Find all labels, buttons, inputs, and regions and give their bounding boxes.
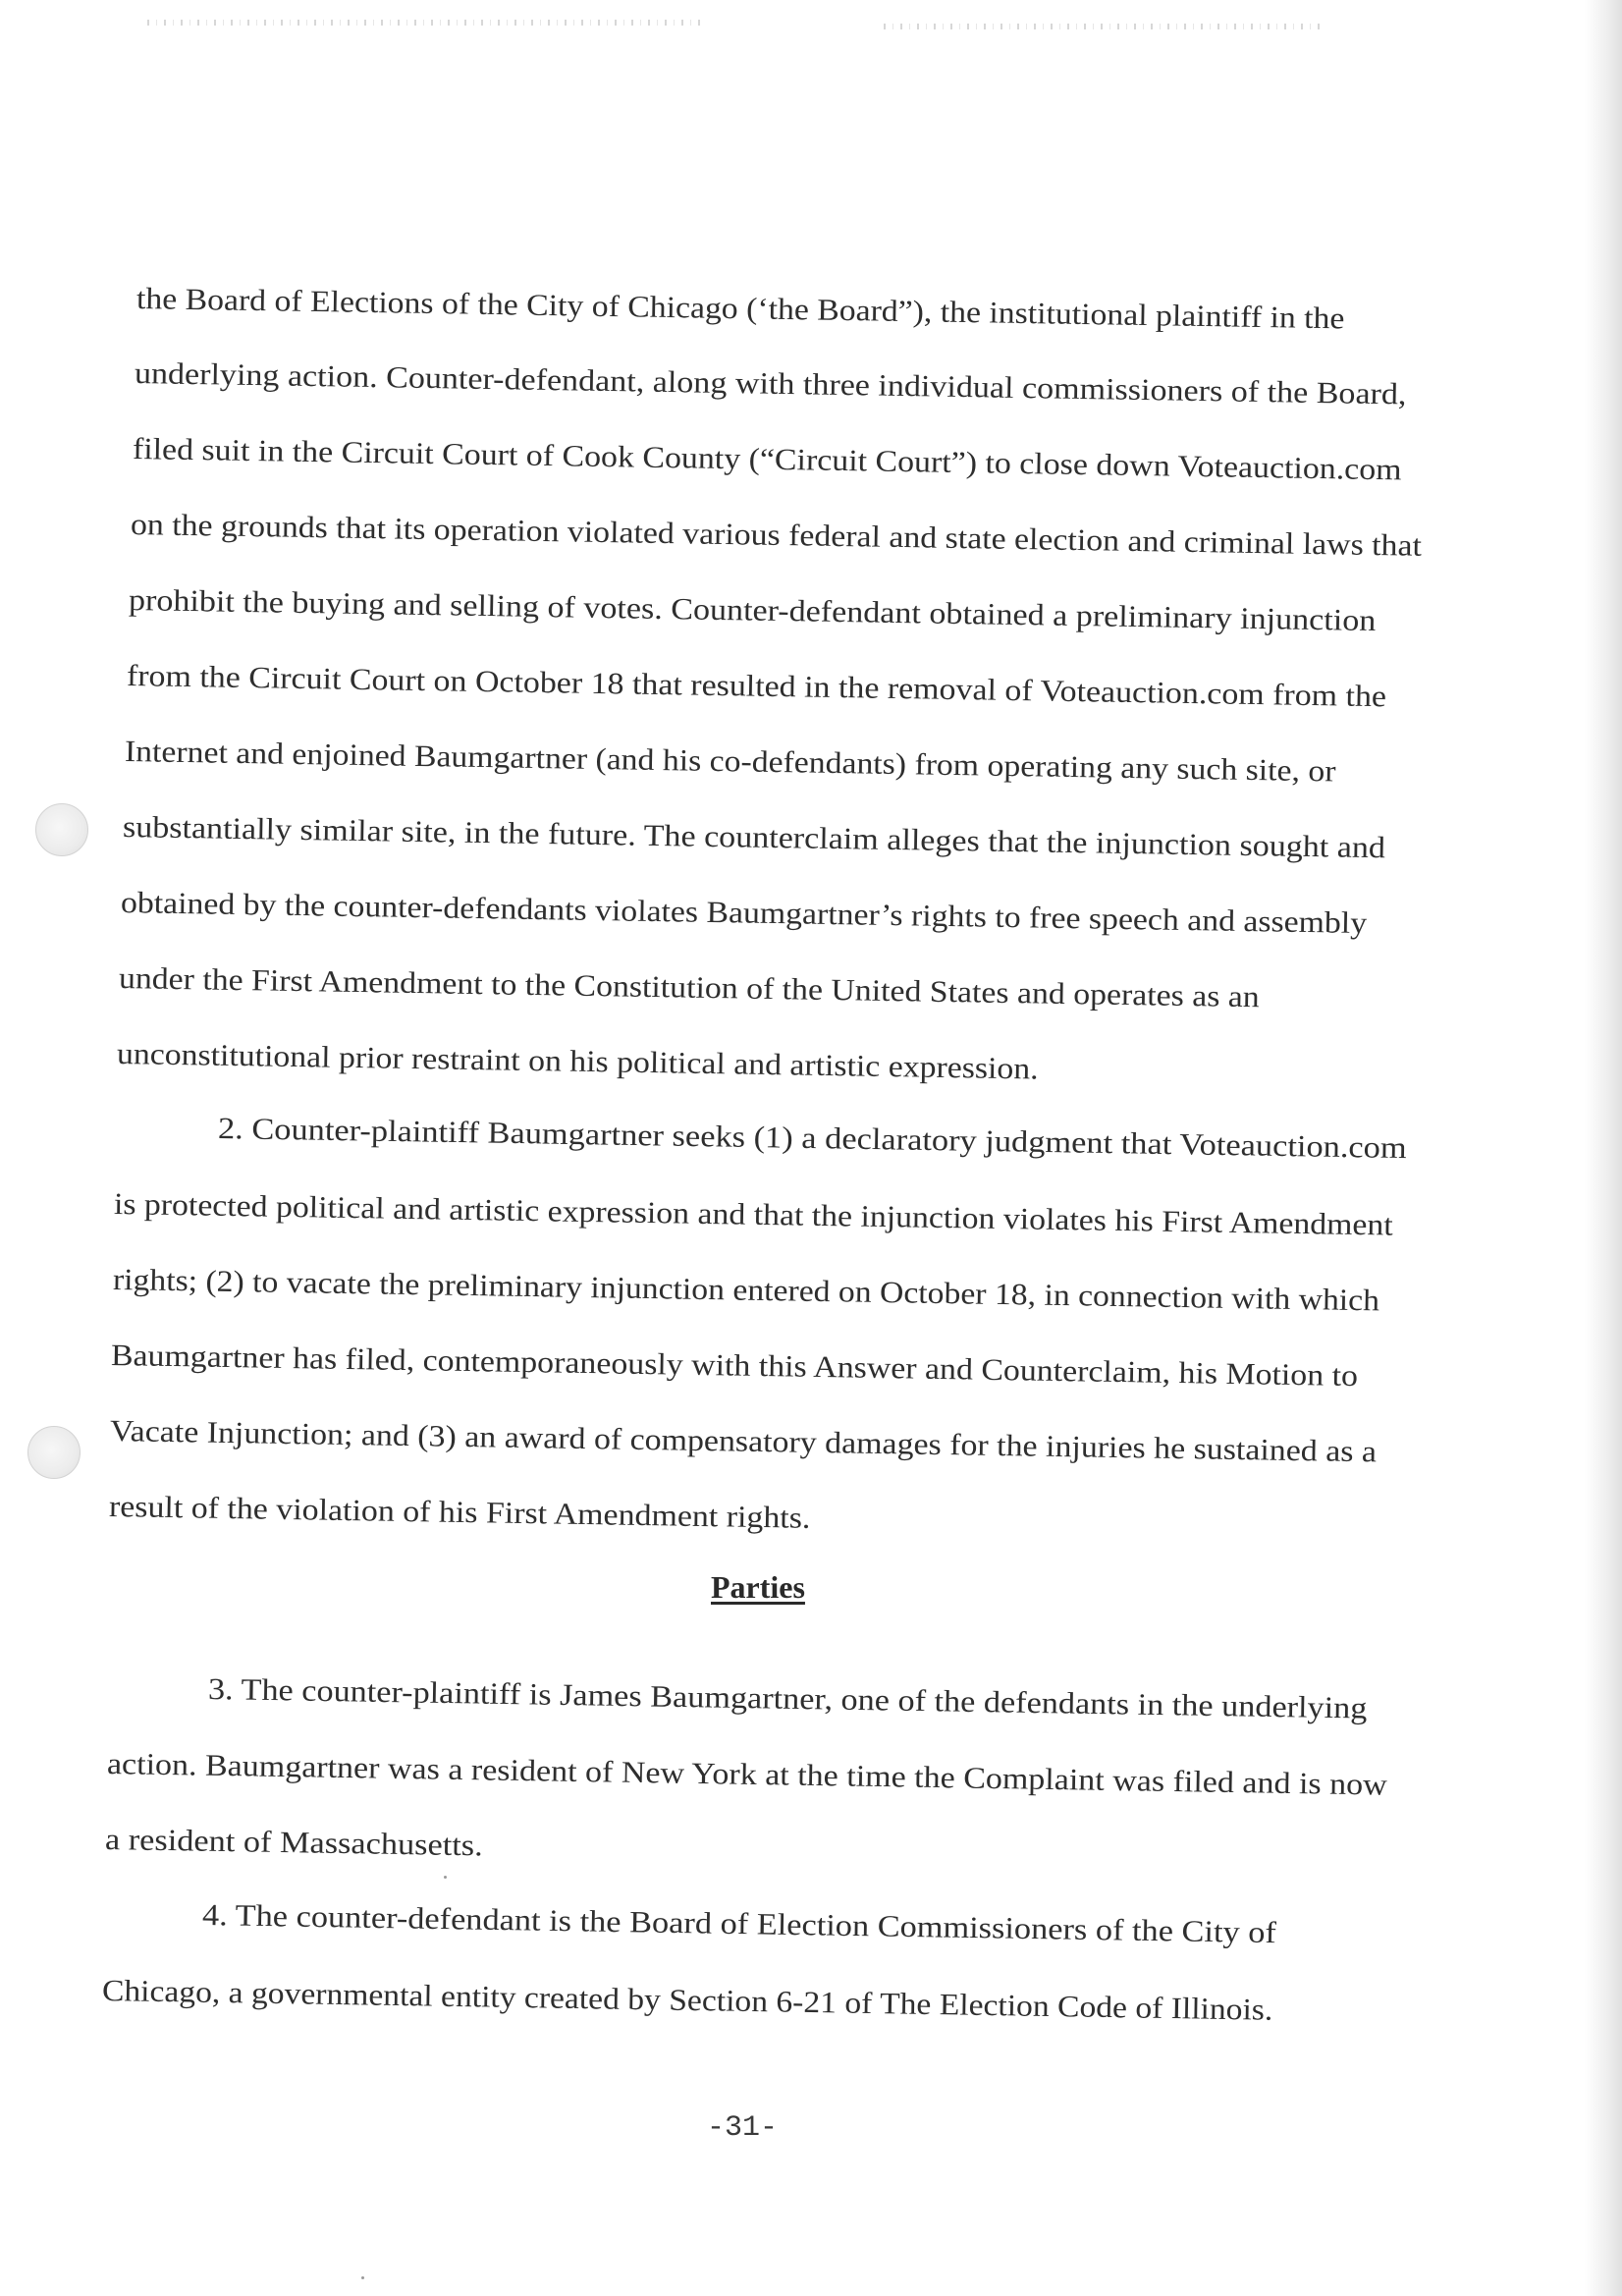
page-number: -31- bbox=[707, 2111, 779, 2145]
text-line: Baumgartner has filed, contemporaneously with this Answer and Counterclaim, his Motion to bbox=[110, 1338, 1359, 1394]
text-line: Internet and enjoined Baumgartner (and his co-defendants) from operating any such site, or bbox=[124, 734, 1336, 789]
text-line: 2. Counter-plaintiff Baumgartner seeks (1) a declaratory judgment that Voteauction.com bbox=[217, 1111, 1407, 1166]
scan-edge-shadow bbox=[1585, 0, 1622, 2296]
text-line: on the grounds that its operation violated various federal and state election and criminal laws that bbox=[130, 507, 1423, 563]
text-line: the Board of Elections of the City of Chicago (‘the Board”), the institutional plaintiff in the bbox=[135, 281, 1345, 336]
section-heading-parties: Parties bbox=[711, 1569, 805, 1605]
text-line: unconstitutional prior restraint on his political and artistic expression. bbox=[116, 1036, 1039, 1086]
text-line: result of the violation of his First Amendment rights. bbox=[108, 1489, 811, 1535]
text-line: 4. The counter-defendant is the Board of Election Commissioners of the City of bbox=[201, 1897, 1277, 1950]
text-line: obtained by the counter-defendants violates Baumgartner’s rights to free speech and assembly bbox=[120, 885, 1368, 941]
scan-noise-top-right bbox=[884, 24, 1325, 29]
text-line: action. Baumgartner was a resident of New York at the time the Complaint was filed and is now bbox=[106, 1746, 1388, 1802]
text-line: rights; (2) to vacate the preliminary injunction entered on October 18, in connection with which bbox=[112, 1262, 1380, 1318]
scan-speck bbox=[444, 1876, 447, 1879]
text-line: from the Circuit Court on October 18 that resulted in the removal of Voteauction.com from the bbox=[126, 658, 1387, 714]
scan-noise-top-left bbox=[147, 20, 707, 26]
scan-speck bbox=[361, 2276, 364, 2279]
text-line: prohibit the buying and selling of votes. Counter-defendant obtained a preliminary injunction bbox=[128, 582, 1377, 638]
text-line: is protected political and artistic expression and that the injunction violates his First Amendment bbox=[113, 1186, 1393, 1242]
text-line: Chicago, a governmental entity created by Section 6-21 of The Election Code of Illinois. bbox=[101, 1973, 1273, 2027]
text-line: underlying action. Counter-defendant, along with three individual commissioners of the Board, bbox=[134, 355, 1407, 411]
text-line: filed suit in the Circuit Court of Cook County (“Circuit Court”) to close down Voteauction.com bbox=[132, 431, 1402, 487]
punch-hole bbox=[35, 803, 88, 856]
punch-hole bbox=[27, 1426, 81, 1479]
text-line: substantially similar site, in the future. The counterclaim alleges that the injunction sought and bbox=[122, 809, 1386, 865]
text-line: Vacate Injunction; and (3) an award of compensatory damages for the injuries he sustained as a bbox=[109, 1413, 1378, 1469]
text-line: a resident of Massachusetts. bbox=[104, 1822, 484, 1863]
text-line: under the First Amendment to the Constitution of the United States and operates as an bbox=[118, 960, 1261, 1014]
text-line: 3. The counter-plaintiff is James Baumgartner, one of the defendants in the underlying bbox=[207, 1671, 1368, 1725]
